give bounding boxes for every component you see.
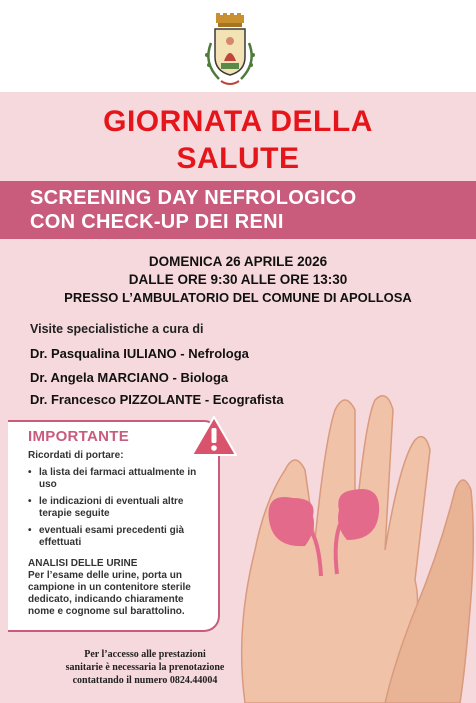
event-place: PRESSO L’AMBULATORIO DEL COMUNE DI APOLLOSA <box>64 290 412 305</box>
footer-line-2: sanitarie è necessaria la prenotazione <box>65 662 225 673</box>
checklist-item: • eventuali esami precedenti già effettuati <box>28 525 208 549</box>
event-date: DOMENICA 26 APRILE 2026 <box>148 254 328 269</box>
page-title-line-2: SALUTE <box>176 142 300 175</box>
doctor-item: Dr. Francesco PIZZOLANTE - Ecografista <box>30 392 284 407</box>
page-title-line-1: GIORNATA DELLA <box>103 105 373 138</box>
visits-heading: Visite specialistiche a cura di <box>30 322 204 336</box>
banner-line-1: SCREENING DAY NEFROLOGICO <box>30 187 357 209</box>
checklist <box>28 467 208 554</box>
checklist-item: • la lista dei farmaci attualmente in uso <box>28 467 208 491</box>
urine-instructions: Per l’esame delle urine, porta un campione in un contenitore sterile dedicato, indicando chiaramente nome e cognome sul barattolino. <box>28 570 191 617</box>
event-time: DALLE ORE 9:30 ALLE ORE 13:30 <box>128 272 348 287</box>
footer-line-3: contattando il numero 0824.44004 <box>72 675 218 686</box>
warning-triangle-icon <box>190 415 238 457</box>
footer-line-1: Per l’accesso alle prestazioni <box>84 649 206 660</box>
remember-label: Ricordati di portare: <box>28 450 124 461</box>
banner-line-2: CON CHECK-UP DEI RENI <box>30 211 284 233</box>
urine-heading: ANALISI DELLE URINE <box>28 558 138 569</box>
doctor-item: Dr. Angela MARCIANO - Biologa <box>30 370 229 385</box>
doctor-item: Dr. Pasqualina IULIANO - Nefrologa <box>30 346 249 361</box>
checklist-item: • le indicazioni di eventuali altre terapie seguite <box>28 496 208 520</box>
important-heading: IMPORTANTE <box>28 428 130 445</box>
municipal-crest-icon <box>199 13 261 89</box>
